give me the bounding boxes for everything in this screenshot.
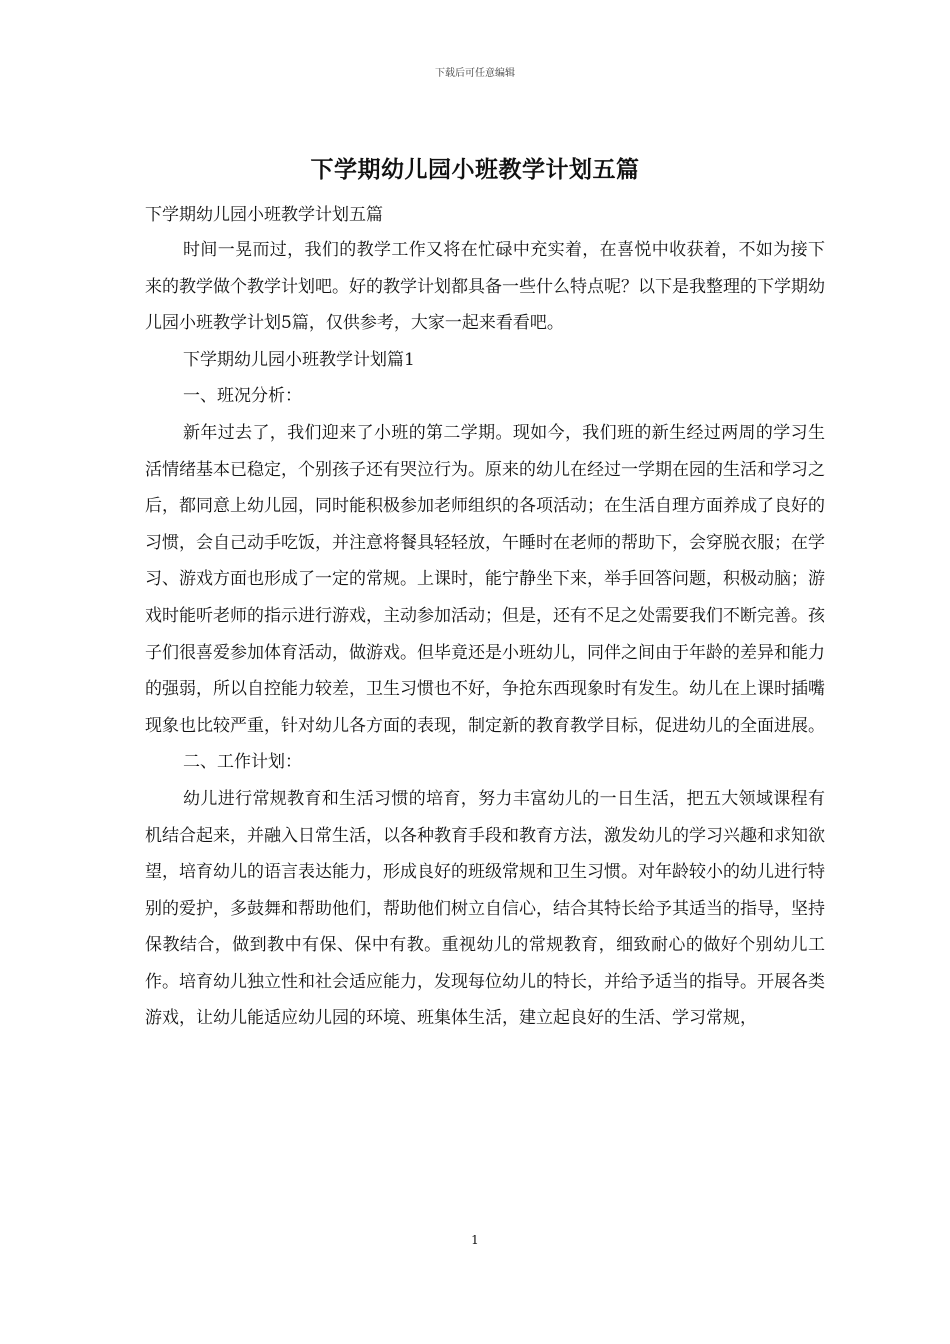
heading-class-analysis: 一、班况分析： — [183, 386, 302, 407]
section-title: 下学期幼儿园小班教学计划篇1 — [183, 349, 415, 370]
class-analysis-paragraph: 新年过去了，我们迎来了小班的第二学期。现如今，我们班的新生经过两周的学习生活情绪基本已稳定，个别孩子还有哭泣行为。原来的幼儿在经过一学期在园的生活和学习之后，都同意上幼儿园，同时能积极参加老师组织的各项活动；在生活自理方面养成了良好的习惯，会自己动手吃饭，并注意将餐具轻轻放，午睡时在老师的帮助下，会穿脱衣服；在学习、游戏方面也形成了一定的常规。上课时，能宁静坐下来，举手回答问题，积极动脑；游戏时能听老师的指示进行游戏，主动参加活动；但是，还有不足之处需要我们不断完善。孩子们很喜爱参加体育活动，做游戏。但毕竟还是小班幼儿，同伴之间由于年龄的差异和能力的强弱，所以自控能力较差，卫生习惯也不好，争抢东西现象时有发生。幼儿在上课时插嘴现象也比较严重，针对幼儿各方面的表现，制定新的教育教学目标，促进幼儿的全面进展。 — [145, 422, 825, 736]
intro-paragraph: 时间一晃而过，我们的教学工作又将在忙碌中充实着，在喜悦中收获着，不如为接下来的教学做个教学计划吧。好的教学计划都具备一些什么特点呢？以下是我整理的下学期幼儿园小班教学计划5篇，仅供参考，大家一起来看看吧。 — [145, 240, 825, 334]
document-subtitle: 下学期幼儿园小班教学计划五篇 — [145, 205, 383, 225]
header-note: 下载后可任意编辑 — [435, 68, 515, 79]
heading-work-plan: 二、工作计划： — [183, 752, 302, 773]
page-number: 1 — [471, 1233, 479, 1247]
document-body — [145, 198, 825, 1037]
document-title: 下学期幼儿园小班教学计划五篇 — [310, 156, 640, 183]
work-plan-paragraph: 幼儿进行常规教育和生活习惯的培育，努力丰富幼儿的一日生活，把五大领域课程有机结合起来，并融入日常生活，以各种教育手段和教育方法，激发幼儿的学习兴趣和求知欲望，培育幼儿的语言表达能力，形成良好的班级常规和卫生习惯。对年龄较小的幼儿进行特别的爱护，多鼓舞和帮助他们，帮助他们树立自信心，结合其特长给予其适当的指导，坚持保教结合，做到教中有保、保中有教。重视幼儿的常规教育，细致耐心的做好个别幼儿工作。培育幼儿独立性和社会适应能力，发现每位幼儿的特长，并给予适当的指导。开展各类游戏，让幼儿能适应幼儿园的环境、班集体生活，建立起良好的生活、学习常规， — [145, 788, 825, 1029]
